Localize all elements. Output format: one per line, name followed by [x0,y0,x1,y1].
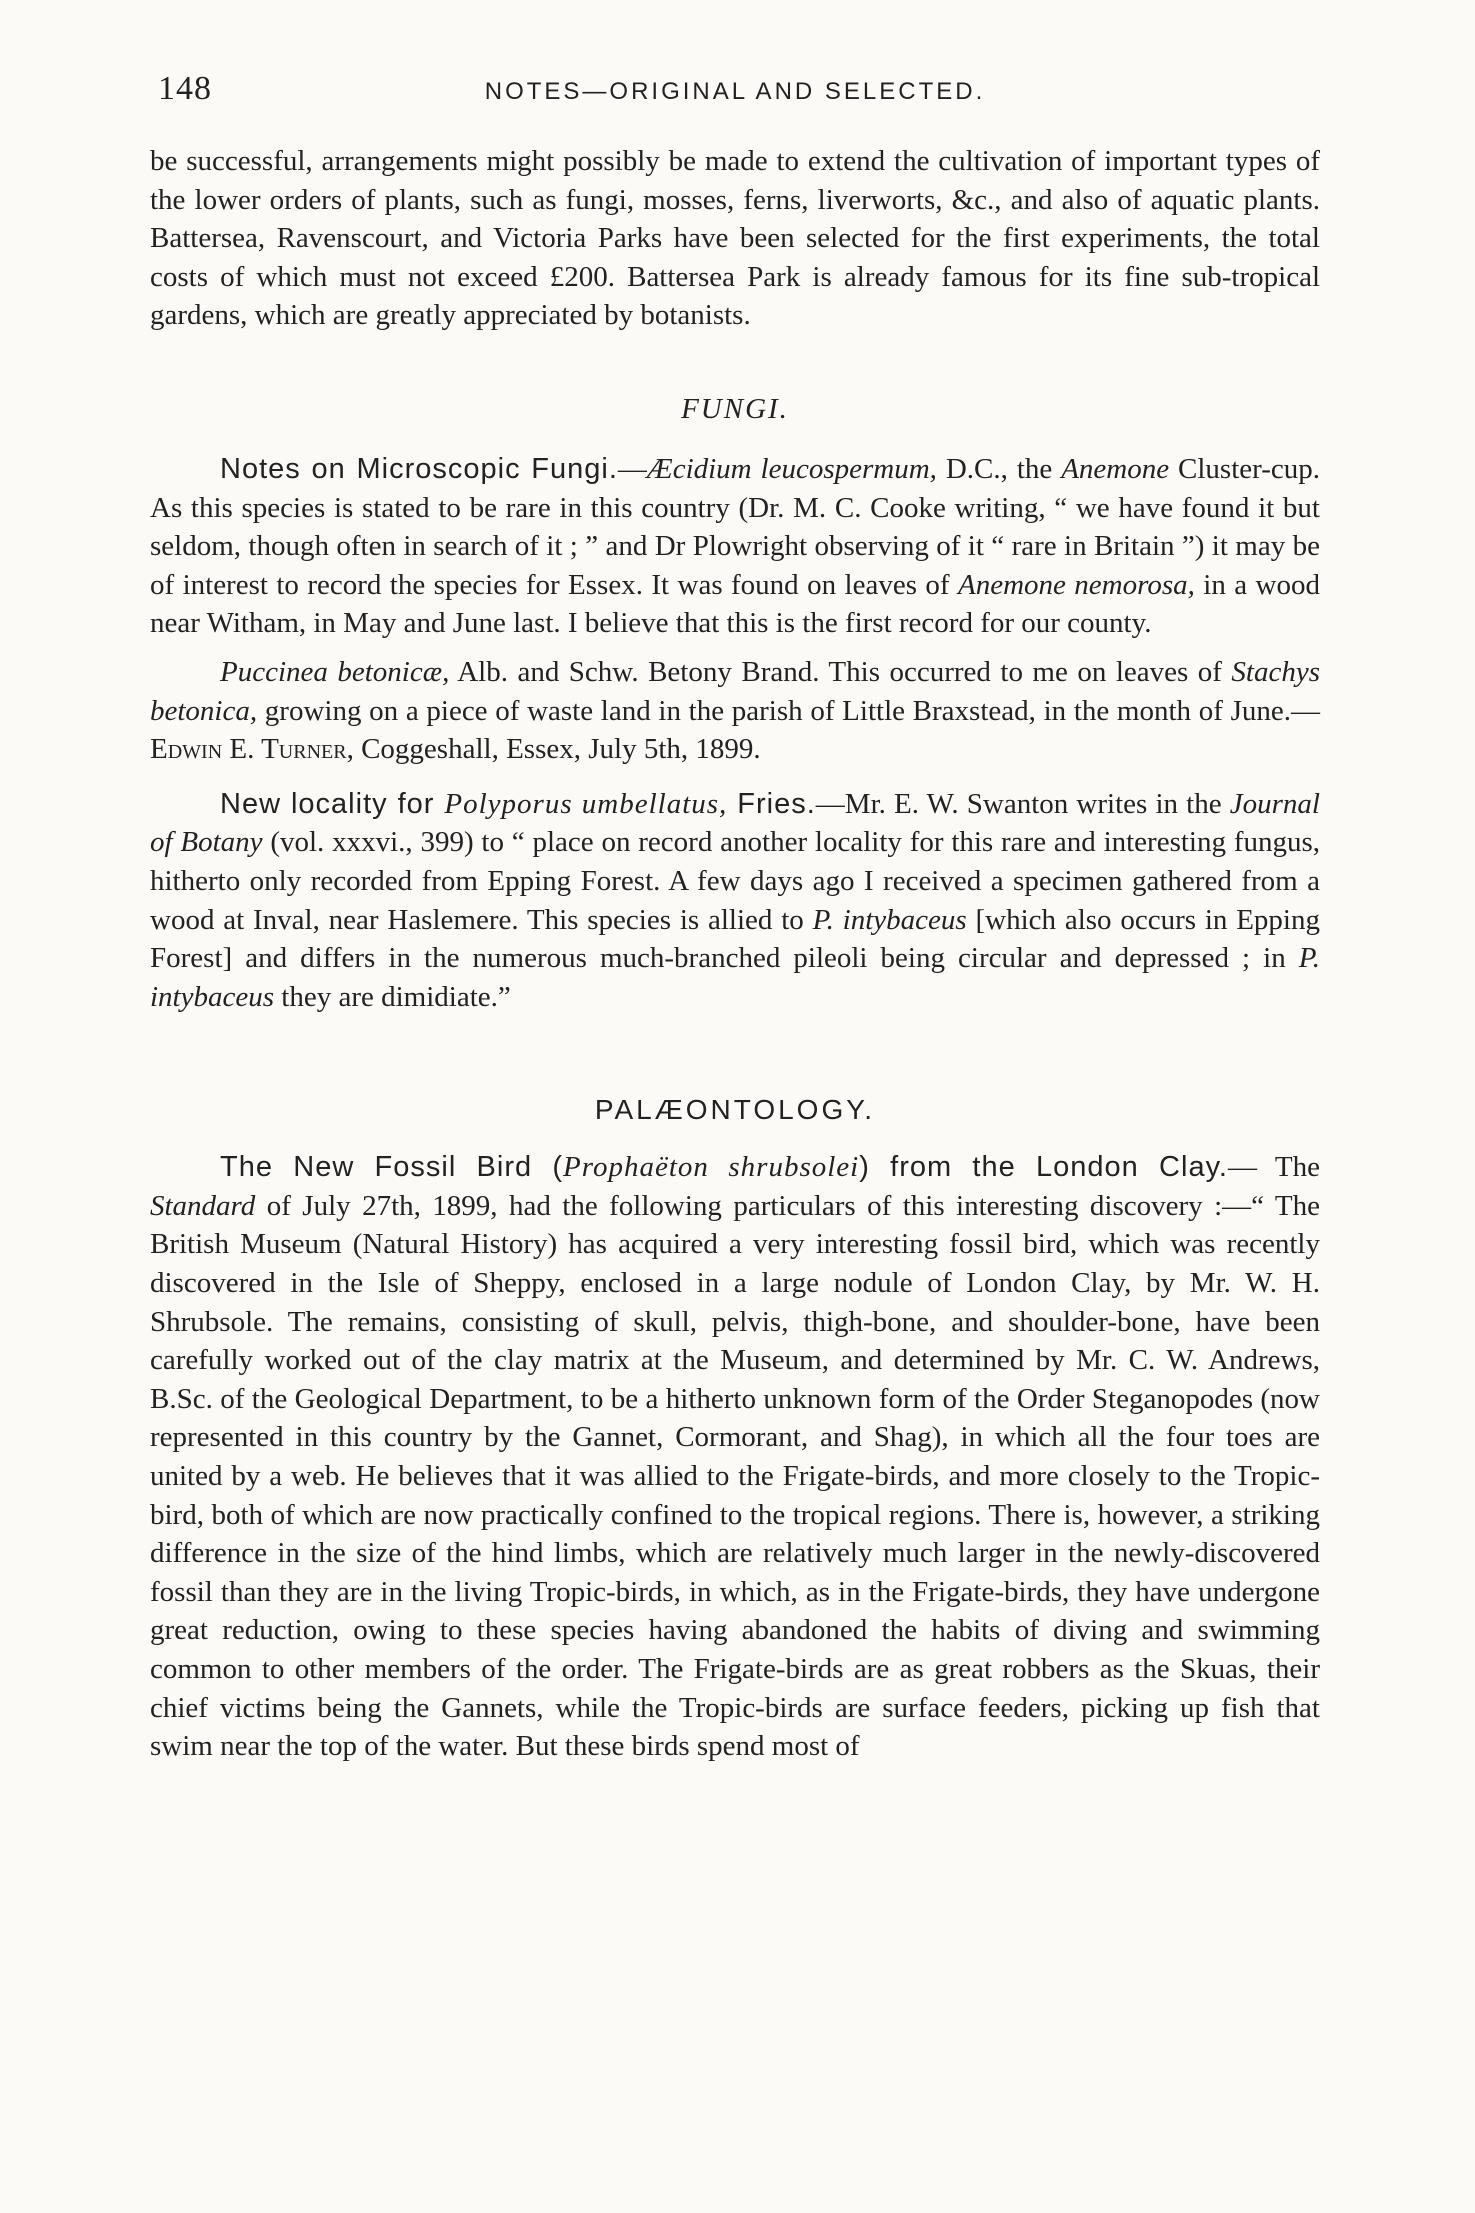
host-name: Stachys betonica, [150,655,1320,727]
section-heading-palaeontology: PALÆONTOLOGY. [594,1094,876,1126]
journal-name: Journal of Botany [150,787,1320,859]
paragraph-polyporus: New locality for Polyporus umbellatus, Fries.—Mr. E. W. Swanton writes in the Journal of Botany (vol. xxxvi., 399) to “ place on record another locality for this rare and interesting fungus, hitherto only recorded from Epping Forest. A few days ago I received a specimen gathered from a wood at Inval, near Haslemere. This species is allied to P. intybaceus [which also occurs in Epping Forest] and differs in the numerous much-branched pileoli being circular and depressed ; in P. intybaceus they are dimidiate.” [150,787,1320,1013]
subheading-microscopic-fungi: Notes on Microscopic Fungi. [220,452,618,485]
species-name: Æcidium leucospermum, [646,452,937,485]
common-name: Anemone [1061,452,1170,485]
species-name: Puccinea betonicæ, [220,655,450,688]
species-name: Polyporus umbellatus, [444,787,728,820]
section-heading-fungi: FUNGI. [681,392,789,425]
page-number: 148 [158,70,212,107]
running-head [150,70,1320,120]
host-name: Anemone nemorosa, [957,568,1195,601]
species-name: Prophaëton shrubsolei [563,1151,860,1184]
running-title: NOTES—ORIGINAL AND SELECTED. [484,78,986,105]
paragraph-fossil-bird: The New Fossil Bird (Prophaëton shrubsolei) from the London Clay.— The Standard of July 27th, 1899, had the following particulars of this interesting discovery :—“ The British Museum (Natural History) has acquired a very interesting fossil bird, which was recently discovered in the Isle of Sheppy, enclosed in a large nodule of London Clay, by Mr. W. H. Shrubsole. The remains, consisting of skull, pelvis, thigh-bone, and shoulder-bone, have been carefully worked out of the clay matrix at the Museum, and determined by Mr. C. W. Andrews, B.Sc. of the Geological Department, to be a hitherto unknown form of the Order Steganopodes (now represented in this country by the Gannet, Cormorant, and Shag), in which all the four toes are united by a web. He believes that it was allied to the Frigate-birds, and more closely to the Tropic-bird, both of which are now practically confined to the tropical regions. There is, however, a striking difference in the size of the hind limbs, which are relatively much larger in the newly-discovered fossil than they are in the living Tropic-birds, in which, as in the Frigate-birds, they have undergone great reduction, owing to these species having abandoned the habits of diving and swimming common to other members of the order. The Frigate-birds are as great robbers as the Skuas, their chief victims being the Gannets, while the Tropic-birds are surface feeders, picking up fish that swim near the top of the water. But these birds spend most of [150,1151,1321,1763]
paragraph-microscopic-fungi: Notes on Microscopic Fungi.—Æcidium leucospermum, D.C., the Anemone Cluster-cup. As this species is stated to be rare in this country (Dr. M. C. Cooke writing, “ we have found it but seldom, though often in search of it ; ” and Dr Plowright observing of it “ rare in Britain ”) it may be of interest to record the species for Essex. It was found on leaves of Anemone nemorosa, in a wood near Witham, in May and June last. I believe that this is the first record for our county. [150,452,1321,640]
species-name: P. intybaceus [150,942,1320,1013]
subheading-polyporus: New locality for Polyporus umbellatus, Fries. [220,787,816,820]
subheading-fossil-bird: The New Fossil Bird (Prophaëton shrubsolei) from the London Clay. [220,1151,1228,1184]
intro-paragraph: be successful, arrangements might possibly be made to extend the cultivation of important types of the lower orders of plants, such as fungi, mosses, ferns, liverworts, &c., and also of aquatic plants. Battersea, Ravenscourt, and Victoria Parks have been selected for the first experiments, the total costs of which must not exceed £200. Battersea Park is already famous for its fine sub-tropical gardens, which are greatly appreciated by botanists. [150,145,1320,332]
author-signature: Edwin E. Turner, [150,733,354,766]
species-name: P. intybaceus [812,903,967,936]
paragraph-puccinea: Puccinea betonicæ, Alb. and Schw. Betony Brand. This occurred to me on leaves of Stachys betonica, growing on a piece of waste land in the parish of Little Braxstead, in the month of June.—Edwin E. Turner, Coggeshall, Essex, July 5th, 1899. [150,655,1320,766]
newspaper-name: Standard [150,1189,256,1222]
